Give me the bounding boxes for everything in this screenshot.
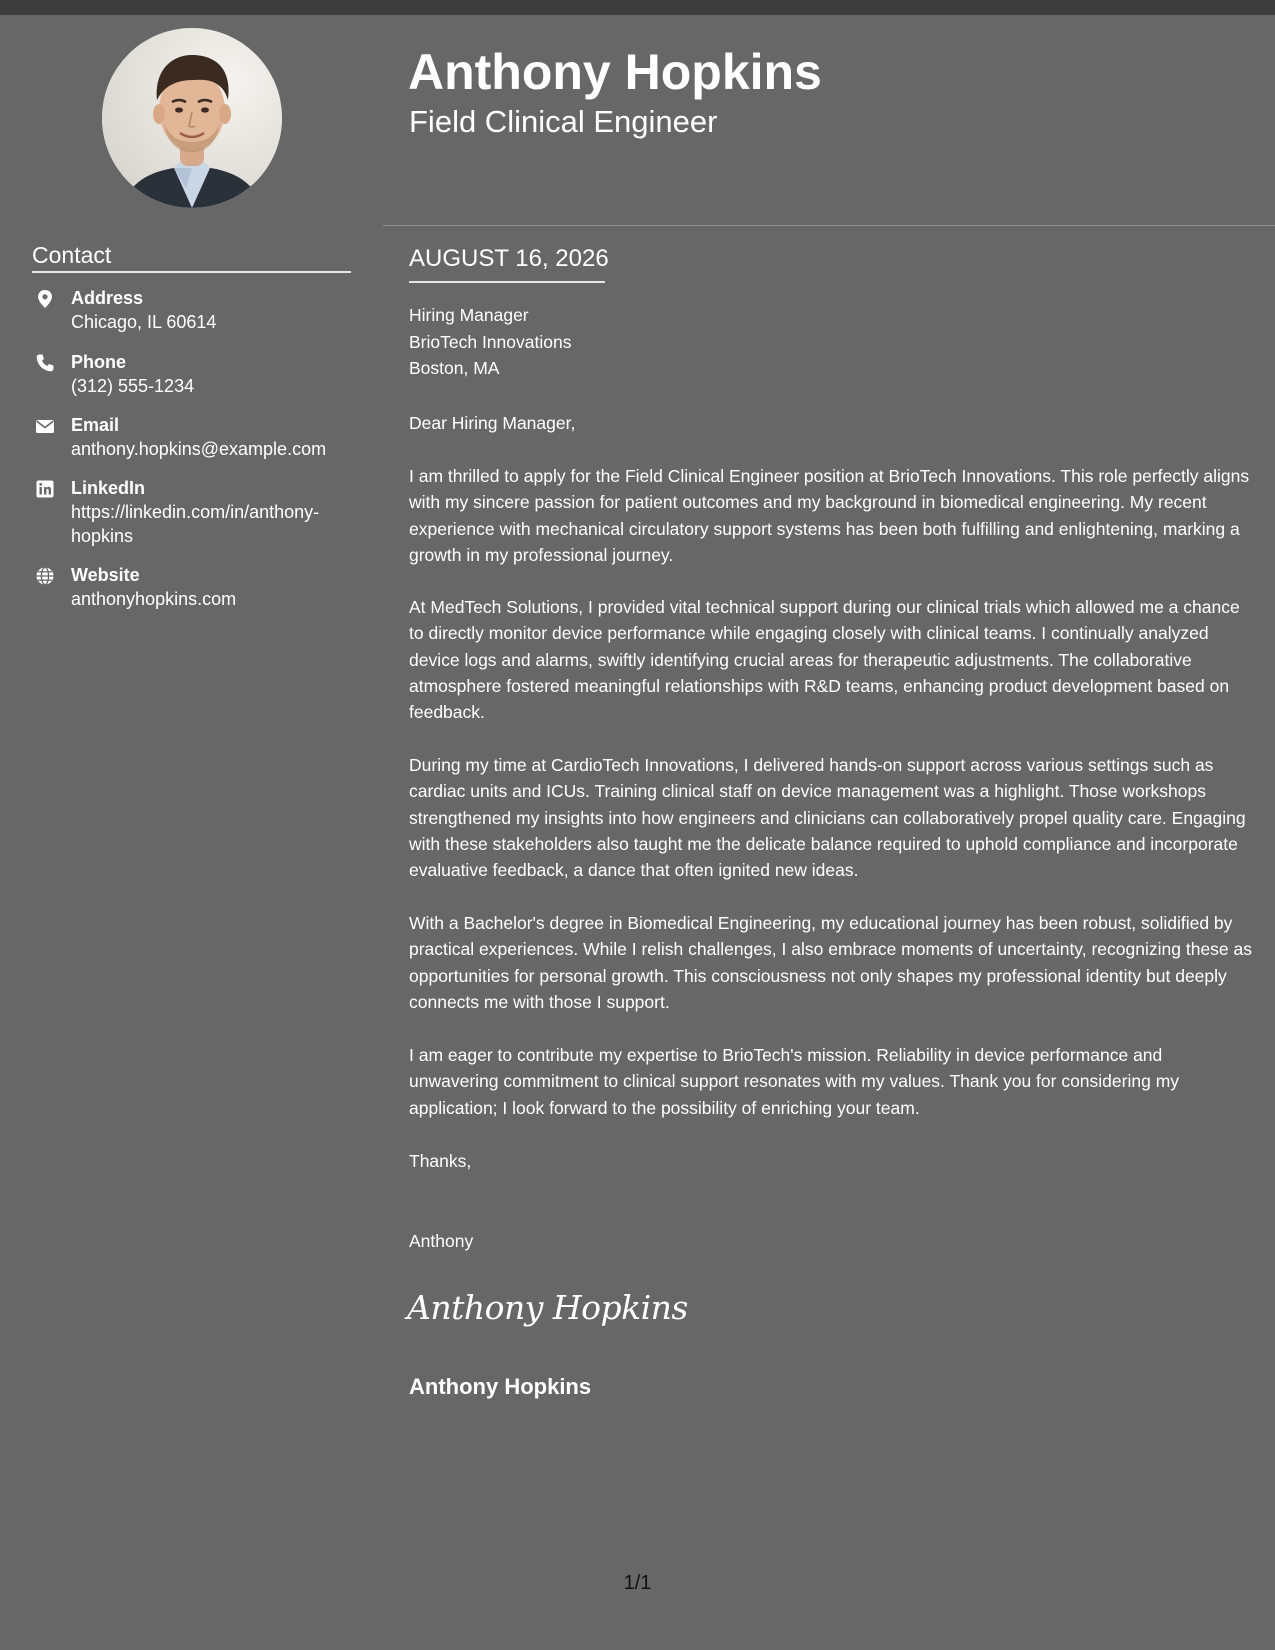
address-label: Address [71, 288, 144, 308]
letter-date: AUGUST 16, 2026 [409, 245, 609, 272]
date-underline [409, 281, 605, 283]
signoff-name: Anthony [409, 1231, 474, 1251]
contact-divider [32, 271, 351, 273]
header-name: Anthony Hopkins [408, 44, 822, 100]
linkedin-label: LinkedIn [71, 478, 146, 498]
address-value: Chicago, IL 60614 [71, 312, 217, 332]
header-divider [383, 225, 1275, 226]
contact-heading: Contact [32, 242, 112, 268]
map-pin-icon [35, 289, 55, 309]
recipient-name: Hiring Manager [409, 305, 529, 325]
website-label: Website [71, 565, 140, 585]
recipient-company: BrioTech Innovations [409, 331, 572, 352]
job-title: Field Clinical Engineer [409, 104, 718, 139]
recipient-location: Boston, MA [409, 358, 500, 378]
phone-value: (312) 555-1234 [71, 376, 195, 396]
greeting: Dear Hiring Manager, [409, 413, 576, 433]
body-paragraph-2: At MedTech Solutions, I provided vital technical support during our clinical trials which allowed me a chance to directly monitor device performance while engaging closely with clinical teams. I continually analyzed device logs and alarms, swiftly identifying crucial areas for therapeutic adjustments. The collaborative atmosphere fostered meaningful relationships with R&D teams, enhancing product development based on feedback. [409, 597, 1240, 723]
phone-label: Phone [71, 352, 127, 372]
top-bar [0, 0, 1275, 15]
body-paragraph-4: With a Bachelor's degree in Biomedical Engineering, my educational journey has been robust, solidified by practical experiences. While I relish challenges, I also embrace moments of uncertainty, recognizing these as opportunities for personal growth. This consciousness not only shapes my professional identity but deeply connects me with those I support. [409, 913, 1252, 1012]
linkedin-icon [35, 479, 55, 499]
email-value[interactable]: anthony.hopkins@example.com [71, 439, 327, 459]
email-label: Email [71, 415, 120, 435]
body-paragraph-3: During my time at CardioTech Innovations, I delivered hands-on support across various settings such as cardiac units and ICUs. Training clinical staff on device management was a highlight. Those workshops strengthened my insights into how engineers and clinicians can collaboratively propel quality care. Engaging with these stakeholders also taught me the delicate balance required to uphold compliance and incorporate evaluative feedback, a dance that often ignited new ideas. [409, 755, 1246, 881]
printed-name: Anthony Hopkins [409, 1374, 592, 1399]
phone-icon [35, 353, 55, 373]
website-value[interactable]: anthonyhopkins.com [71, 589, 237, 609]
handwritten-signature: Anthony Hopkins [407, 1288, 688, 1327]
body-paragraph-1: I am thrilled to apply for the Field Clinical Engineer position at BrioTech Innovations. This role perfectly aligns with my sincere passion for patient outcomes and my background in biomedical engineering. My recent experience with mechanical circulatory support systems has been both fulfilling and enlightening, marking a growth in my professional journey. [409, 466, 1250, 565]
body-paragraph-5: I am eager to contribute my expertise to BrioTech's mission. Reliability in device performance and unwavering commitment to clinical support resonates with my values. Thank you for considering my application; I look forward to the possibility of enriching your team. [409, 1045, 1180, 1118]
globe-icon [35, 566, 55, 586]
linkedin-value[interactable]: https://linkedin.com/in/anthony-hopkins [71, 502, 320, 546]
page-number: 1/1 [623, 1572, 652, 1594]
closing: Thanks, [409, 1151, 472, 1171]
envelope-icon [35, 416, 55, 436]
profile-photo [102, 28, 282, 208]
recipient-block [409, 302, 571, 382]
